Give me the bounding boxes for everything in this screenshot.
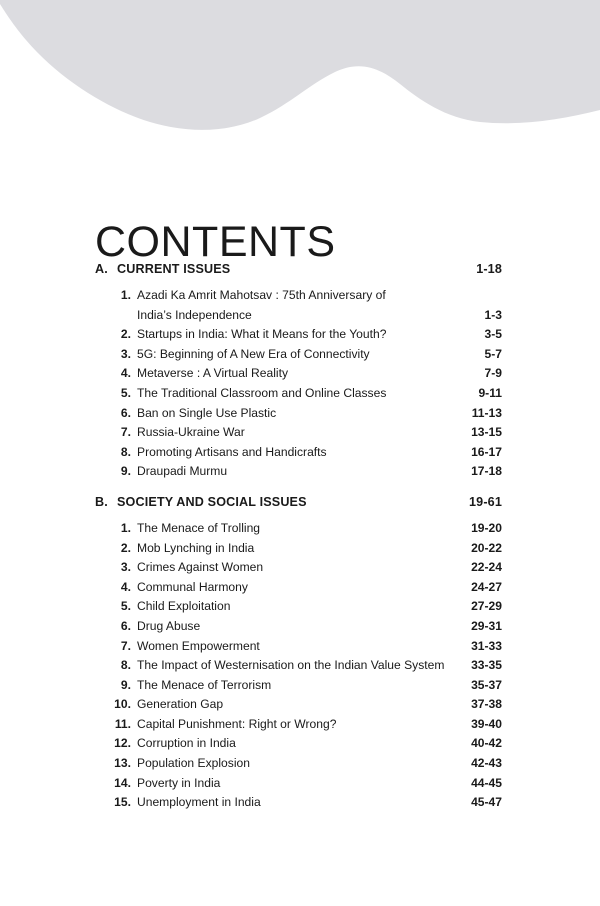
toc-item-page-range: 3-5 bbox=[484, 327, 502, 342]
toc-item-title: Capital Punishment: Right or Wrong? bbox=[137, 716, 337, 731]
toc-item[interactable] bbox=[0, 519, 600, 539]
toc-item-title: Startups in India: What it Means for the Youth? bbox=[137, 327, 387, 342]
toc-item-number: 5 . bbox=[109, 597, 131, 617]
toc-item-title: Communal Harmony bbox=[137, 579, 248, 594]
toc-item-page-range: 33-35 bbox=[471, 658, 502, 673]
toc-item-number: 3 . bbox=[109, 345, 131, 365]
toc-item-title: Population Explosion bbox=[137, 756, 250, 771]
toc-item-number: 2 . bbox=[109, 325, 131, 345]
section-page-range: 19-61 bbox=[469, 494, 502, 509]
toc-item-page-range: 20-22 bbox=[471, 540, 502, 555]
toc-item-title: 5G: Beginning of A New Era of Connectivity bbox=[137, 346, 370, 361]
toc-item-title-line: Azadi Ka Amrit Mahotsav : 75th Anniversary of bbox=[137, 288, 386, 302]
section-title: SOCIETY AND SOCIAL ISSUES bbox=[117, 494, 307, 509]
toc-section-heading[interactable] bbox=[0, 495, 600, 516]
toc-item-title: Generation Gap bbox=[137, 697, 224, 712]
toc-item-number: 2 . bbox=[109, 539, 131, 559]
toc-item[interactable] bbox=[0, 404, 600, 424]
top-wave-decoration bbox=[0, 0, 600, 170]
toc-item[interactable] bbox=[0, 734, 600, 754]
toc-item-page-range: 42-43 bbox=[471, 756, 502, 771]
toc-item-number: 6 . bbox=[109, 404, 131, 424]
toc-item[interactable] bbox=[0, 539, 600, 559]
toc-item[interactable] bbox=[0, 325, 600, 345]
table-of-contents bbox=[0, 262, 600, 813]
section-page-range: 1-18 bbox=[476, 262, 502, 276]
toc-item[interactable] bbox=[0, 364, 600, 384]
toc-item-page-range: 16-17 bbox=[471, 444, 502, 459]
toc-item-page-range: 40-42 bbox=[471, 736, 502, 751]
toc-item-list bbox=[0, 519, 600, 813]
toc-item-title: Ban on Single Use Plastic bbox=[137, 405, 277, 420]
section-letter: A. bbox=[95, 262, 108, 276]
toc-item-number: 5 . bbox=[109, 384, 131, 404]
toc-section-heading[interactable] bbox=[0, 262, 600, 283]
toc-item-number: 1 . bbox=[109, 519, 131, 539]
toc-item-title: The Menace of Terrorism bbox=[137, 677, 272, 692]
toc-item[interactable] bbox=[0, 345, 600, 365]
toc-item-page-range: 7-9 bbox=[484, 366, 502, 381]
toc-item[interactable] bbox=[0, 578, 600, 598]
toc-item-page-range: 39-40 bbox=[471, 716, 502, 731]
toc-item-page-range: 5-7 bbox=[484, 346, 502, 361]
toc-item-number: 4 . bbox=[109, 578, 131, 598]
toc-section bbox=[0, 262, 600, 482]
page-title: CONTENTS bbox=[95, 217, 336, 266]
toc-item-title: Drug Abuse bbox=[137, 618, 201, 633]
toc-item[interactable] bbox=[0, 384, 600, 404]
toc-item-number: 15 . bbox=[109, 793, 131, 813]
toc-item[interactable] bbox=[0, 637, 600, 657]
toc-item-page-range: 17-18 bbox=[471, 464, 502, 479]
toc-item-page-range: 1-3 bbox=[484, 307, 502, 322]
toc-item-page-range: 27-29 bbox=[471, 599, 502, 614]
toc-item-number: 7 . bbox=[109, 637, 131, 657]
toc-item[interactable] bbox=[0, 558, 600, 578]
toc-item-page-range: 44-45 bbox=[471, 775, 502, 790]
toc-item[interactable] bbox=[0, 423, 600, 443]
toc-item[interactable] bbox=[0, 286, 600, 325]
toc-item-number: 9 . bbox=[109, 676, 131, 696]
toc-item-page-range: 11-13 bbox=[471, 405, 502, 420]
toc-item-number: 3 . bbox=[109, 558, 131, 578]
toc-item-title: Unemployment in India bbox=[137, 795, 261, 810]
toc-item-number: 10 . bbox=[109, 695, 131, 715]
toc-item-page-range: 35-37 bbox=[471, 677, 502, 692]
toc-item[interactable] bbox=[0, 774, 600, 794]
toc-item-number: 8 . bbox=[109, 443, 131, 463]
toc-item-number: 8 . bbox=[109, 656, 131, 676]
toc-item[interactable] bbox=[0, 676, 600, 696]
toc-item-page-range: 24-27 bbox=[471, 579, 502, 594]
toc-item-page-range: 9-11 bbox=[478, 385, 502, 400]
toc-item-page-range: 37-38 bbox=[471, 697, 502, 712]
toc-item-title: Mob Lynching in India bbox=[137, 540, 255, 555]
toc-item-number: 1 . bbox=[109, 286, 131, 306]
toc-item[interactable] bbox=[0, 695, 600, 715]
toc-item-page-range: 31-33 bbox=[471, 638, 502, 653]
toc-item[interactable] bbox=[0, 656, 600, 676]
toc-item-number: 6 . bbox=[109, 617, 131, 637]
toc-item-number: 13 . bbox=[109, 754, 131, 774]
toc-item-title: Draupadi Murmu bbox=[137, 464, 228, 479]
toc-item-title: Corruption in India bbox=[137, 736, 236, 751]
toc-item-title bbox=[131, 286, 485, 325]
toc-item-title: The Traditional Classroom and Online Classes bbox=[137, 385, 387, 400]
toc-item-title: Women Empowerment bbox=[137, 638, 260, 653]
toc-item[interactable] bbox=[0, 793, 600, 813]
toc-item-page-range: 22-24 bbox=[471, 560, 502, 575]
toc-section bbox=[0, 495, 600, 813]
toc-item[interactable] bbox=[0, 617, 600, 637]
toc-item-title: Child Exploitation bbox=[137, 599, 231, 614]
toc-item-number: 9 . bbox=[109, 462, 131, 482]
toc-item-number: 7 . bbox=[109, 423, 131, 443]
toc-item-title: Russia-Ukraine War bbox=[137, 425, 245, 440]
toc-item-title: Crimes Against Women bbox=[137, 560, 264, 575]
toc-item-page-range: 29-31 bbox=[471, 618, 502, 633]
toc-item-title: The Impact of Westernisation on the Indian Value System bbox=[137, 658, 445, 673]
toc-item-number: 12 . bbox=[109, 734, 131, 754]
toc-item-number: 11 . bbox=[109, 715, 131, 735]
toc-item-number: 4 . bbox=[109, 364, 131, 384]
toc-item-title: Poverty in India bbox=[137, 775, 221, 790]
toc-item-title: The Menace of Trolling bbox=[137, 520, 261, 535]
toc-item-title: Promoting Artisans and Handicrafts bbox=[137, 444, 327, 459]
toc-item-page-range: 19-20 bbox=[471, 520, 502, 535]
toc-item-page-range: 45-47 bbox=[471, 795, 502, 810]
toc-item[interactable] bbox=[0, 443, 600, 463]
toc-item-title-line: India’s Independence bbox=[137, 307, 252, 322]
toc-item[interactable] bbox=[0, 715, 600, 735]
toc-item-number: 14 . bbox=[109, 774, 131, 794]
section-letter: B. bbox=[95, 494, 108, 509]
toc-item[interactable] bbox=[0, 597, 600, 617]
toc-item[interactable] bbox=[0, 754, 600, 774]
toc-item-title: Metaverse : A Virtual Reality bbox=[137, 366, 289, 381]
toc-item-list bbox=[0, 286, 600, 482]
toc-item-page-range: 13-15 bbox=[471, 425, 502, 440]
toc-item[interactable] bbox=[0, 462, 600, 482]
section-title: CURRENT ISSUES bbox=[117, 262, 231, 276]
